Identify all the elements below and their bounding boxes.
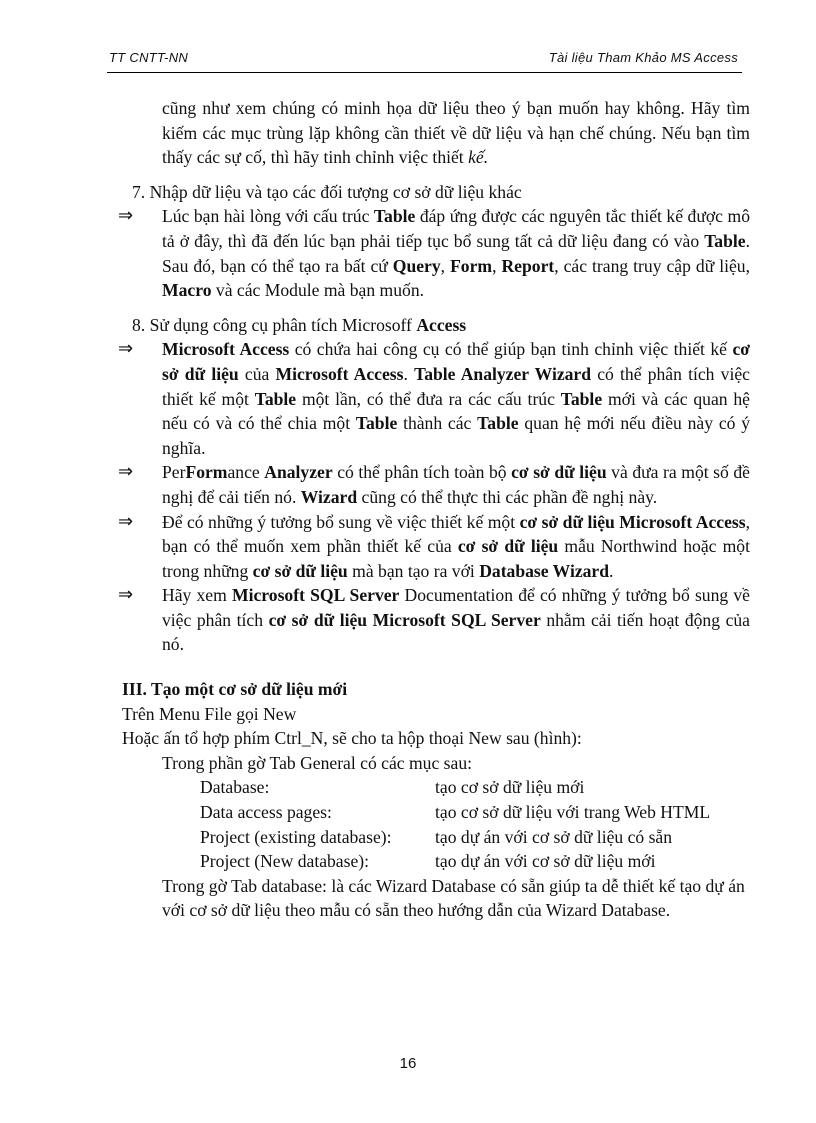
bold-run: Table <box>373 206 416 227</box>
arrow-icon: ⇒ <box>118 461 134 483</box>
text-run: một lần, có thể đưa ra các cấu trúc <box>296 388 561 409</box>
table-row <box>200 775 816 800</box>
text-run: 8. Sử dụng công cụ phân tích Microsoff <box>132 314 417 335</box>
section3-closing: Trong gờ Tab database: là các Wizard Database có sẵn giúp ta dễ thiết kế tạo dự án với cơ sở dữ liệu theo mẫu có sẵn theo hướng dẫn của Wizard Database. <box>162 875 745 921</box>
text-run: thành các <box>397 413 478 434</box>
text-run: của <box>238 363 276 384</box>
section8-item-1 <box>0 337 750 460</box>
section8-item-3 <box>0 510 750 584</box>
text-run: quan hệ mới nếu điều này có ý nghĩa. <box>162 413 751 458</box>
bold-run: Table <box>560 388 603 409</box>
row-desc: tạo dự án với cơ sở dữ liệu có sẵn <box>435 826 673 847</box>
text-run: , <box>440 255 451 276</box>
row-label: Database: <box>200 777 270 798</box>
text-run: Per <box>162 462 186 483</box>
header-divider <box>107 72 742 73</box>
text-run: có thể phân tích toàn bộ <box>332 462 512 483</box>
text-run: Hãy xem <box>162 585 232 606</box>
bold-run: Table <box>355 413 398 434</box>
text-run: ance <box>227 462 265 483</box>
section8-title <box>132 313 816 338</box>
text-run: mà bạn tạo ra với <box>347 560 480 581</box>
bold-run: Microsoft Access <box>275 363 404 384</box>
text-run: đáp ứng được các nguyên tắc thiết kế được mô tả ở đây, thì đã đến lúc bạn phải tiếp tục bổ sung tất cả dữ liệu đang có vào <box>162 206 750 251</box>
page-content <box>0 96 816 923</box>
arrow-icon: ⇒ <box>118 584 134 606</box>
text-run: mới và các quan hệ nếu có và có thể chia một <box>162 388 750 434</box>
row-label: Project (New database): <box>200 851 370 872</box>
row-label: Data access pages: <box>200 802 332 823</box>
text-run: mẫu Northwind hoặc một trong những <box>162 536 750 581</box>
bold-run: cơ sở dữ liệu Microsoft Access <box>519 511 746 532</box>
bold-run: Table <box>477 413 519 434</box>
text-run: có chứa hai công cụ có thể giúp bạn tinh chỉnh việc thiết kế <box>289 339 733 360</box>
intro-end: kế. <box>468 147 489 168</box>
section3-line-2: Hoặc ấn tổ hợp phím Ctrl_N, sẽ cho ta hộp thoại New sau (hình): <box>122 728 582 749</box>
bold-run: Microsoft Access <box>162 339 290 360</box>
bold-run: cơ sở dữ liệu Microsoft SQL Server <box>268 609 541 630</box>
bold-run: Access <box>416 314 467 335</box>
text-run: . Sau đó, bạn có thể tạo ra bất cứ <box>162 230 750 276</box>
row-desc: tạo dự án với cơ sở dữ liệu mới <box>435 851 656 872</box>
text-run: , <box>492 255 502 276</box>
bold-run: Form <box>450 255 493 276</box>
row-desc: tạo cơ sở dữ liệu với trang Web HTML <box>435 802 711 823</box>
table-row <box>200 800 816 825</box>
text-run: . <box>403 363 415 384</box>
bold-run: Database Wizard <box>479 560 610 581</box>
arrow-icon: ⇒ <box>118 510 134 532</box>
text-run: Lúc bạn hài lòng với cấu trúc <box>162 206 374 227</box>
row-desc: tạo cơ sở dữ liệu mới <box>435 777 585 798</box>
text-run: và đưa ra một số đề nghị để cải tiến nó. <box>162 462 750 507</box>
bold-run: Table <box>704 230 746 251</box>
bold-run: Table Analyzer Wizard <box>414 363 592 384</box>
text-run: , bạn có thể muốn xem phần thiết kế của <box>162 511 750 557</box>
options-table <box>200 775 816 873</box>
section8-item-2 <box>0 460 750 509</box>
intro-paragraph <box>162 96 750 170</box>
table-row <box>200 825 816 850</box>
bold-run: cơ sở dữ liệu <box>162 339 751 384</box>
section3-line-1: Trên Menu File gọi New <box>122 703 297 724</box>
section7-item <box>0 204 750 302</box>
bold-run: Query <box>392 255 441 276</box>
table-row <box>200 849 816 874</box>
bold-run: cơ sở dữ liệu <box>511 462 607 483</box>
bold-run: Analyzer <box>264 462 333 483</box>
bold-run: cơ sở dữ liệu <box>457 536 559 557</box>
page-number: 16 <box>399 1055 417 1072</box>
header-right: Tài liệu Tham Khảo MS Access <box>548 50 738 65</box>
bold-run: cơ sở dữ liệu <box>252 560 348 581</box>
bold-run: Table <box>254 388 297 409</box>
text-run: nhằm cải tiến hoạt động của nó. <box>162 609 750 655</box>
section3-heading: III. Tạo một cơ sở dữ liệu mới <box>122 679 348 700</box>
page-header <box>109 50 738 70</box>
text-run: Documentation để có những ý tưởng bổ sung về việc phân tích <box>162 585 750 630</box>
bold-run: Macro <box>162 280 212 301</box>
text-run: có thể phân tích việc thiết kế một <box>162 363 750 409</box>
section8-item-4 <box>0 583 750 657</box>
text-run: cũng có thể thực thi các phần đề nghị này. <box>357 486 658 507</box>
bold-run: Microsoft SQL Server <box>231 585 400 606</box>
text-run: , các trang truy cập dữ liệu, <box>554 255 751 276</box>
text-run: Để có những ý tưởng bổ sung về việc thiết kế một <box>162 511 520 532</box>
bold-run: Form <box>185 462 228 483</box>
text-run: và các Module mà bạn muốn. <box>211 280 425 301</box>
bold-run: Wizard <box>300 486 358 507</box>
arrow-icon: ⇒ <box>118 338 134 360</box>
intro-text: cũng như xem chúng có minh họa dữ liệu theo ý bạn muốn hay không. Hãy tìm kiếm các mục trùng lặp không cần thiết về dữ liệu và hạn chế chúng. Nếu bạn tìm thấy các sự cố, thì hãy tinh chỉnh việc thiết <box>162 98 750 168</box>
header-left: TT CNTT-NN <box>109 50 189 65</box>
section7-title: 7. Nhập dữ liệu và tạo các đối tượng cơ sở dữ liệu khác <box>132 181 522 202</box>
bold-run: Report <box>501 255 555 276</box>
arrow-icon: ⇒ <box>118 205 134 227</box>
row-label: Project (existing database): <box>200 826 392 847</box>
section3-line-3: Trong phần gờ Tab General có các mục sau: <box>162 752 473 773</box>
text-run: . <box>609 560 614 581</box>
